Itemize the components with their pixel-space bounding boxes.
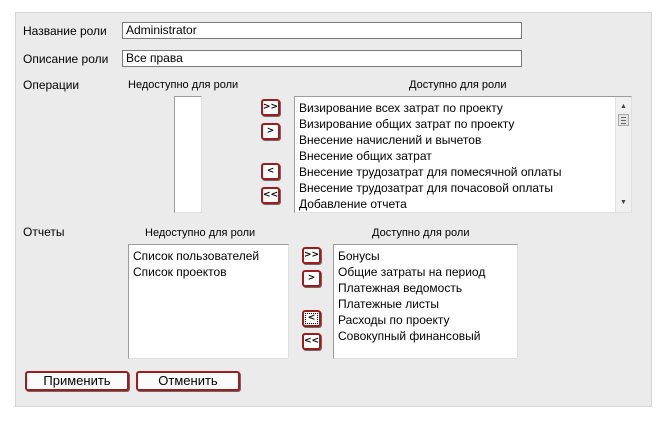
operations-unavailable-list[interactable] bbox=[174, 96, 202, 213]
list-item[interactable]: Визирование всех затрат по проекту bbox=[299, 101, 503, 115]
operations-label: Операции bbox=[23, 78, 80, 92]
operations-remove-all-button[interactable]: << bbox=[261, 187, 280, 204]
list-item[interactable]: Платежные листы bbox=[338, 297, 440, 311]
role-description-input[interactable]: Все права bbox=[122, 50, 522, 67]
cancel-button[interactable]: Отменить bbox=[136, 371, 240, 391]
reports-available-header: Доступно для роли bbox=[372, 227, 470, 239]
list-item[interactable]: Список проектов bbox=[133, 265, 227, 279]
operations-add-all-button[interactable]: >> bbox=[261, 99, 280, 116]
reports-label: Отчеты bbox=[23, 225, 65, 239]
reports-add-all-button[interactable]: >> bbox=[302, 247, 321, 264]
list-item[interactable]: Совокупный финансовый bbox=[338, 329, 481, 343]
list-item[interactable]: Добавление отчета bbox=[299, 197, 407, 211]
operations-unavailable-header: Недоступно для роли bbox=[128, 79, 239, 91]
reports-available-list[interactable] bbox=[333, 244, 518, 359]
list-item[interactable]: Внесение начислений и вычетов bbox=[299, 133, 482, 147]
role-name-label: Название роли bbox=[23, 24, 107, 38]
reports-remove-all-button[interactable]: << bbox=[302, 333, 321, 350]
list-item[interactable]: Расходы по проекту bbox=[338, 313, 450, 327]
list-item[interactable]: Список пользователей bbox=[133, 249, 260, 263]
list-item[interactable]: Внесение трудозатрат для помесячной оплаты bbox=[299, 165, 562, 179]
list-item[interactable]: Внесение трудозатрат для почасовой оплаты bbox=[299, 181, 553, 195]
operations-available-list[interactable] bbox=[294, 96, 632, 213]
operations-add-button[interactable]: > bbox=[261, 123, 280, 140]
arrow-down-icon[interactable]: ▼ bbox=[620, 199, 627, 206]
reports-unavailable-list[interactable] bbox=[128, 244, 289, 359]
reports-remove-button[interactable]: < bbox=[302, 310, 321, 327]
operations-scrollbar[interactable] bbox=[615, 97, 631, 212]
role-name-input[interactable]: Administrator bbox=[122, 22, 522, 39]
arrow-up-icon[interactable]: ▲ bbox=[620, 103, 627, 110]
reports-add-button[interactable]: > bbox=[302, 270, 321, 287]
scrollbar-thumb[interactable] bbox=[618, 114, 629, 126]
list-item[interactable]: Общие затраты на период bbox=[338, 265, 486, 279]
apply-button[interactable]: Применить bbox=[25, 371, 129, 391]
list-item[interactable]: Платежная ведомость bbox=[338, 281, 463, 295]
role-description-label: Описание роли bbox=[23, 52, 109, 66]
list-item[interactable]: Визирование общих затрат по проекту bbox=[299, 117, 515, 131]
list-item[interactable]: Бонусы bbox=[338, 249, 380, 263]
operations-available-header: Доступно для роли bbox=[409, 79, 507, 91]
operations-remove-button[interactable]: < bbox=[261, 163, 280, 180]
list-item[interactable]: Внесение общих затрат bbox=[299, 149, 432, 163]
reports-unavailable-header: Недоступно для роли bbox=[145, 227, 256, 239]
